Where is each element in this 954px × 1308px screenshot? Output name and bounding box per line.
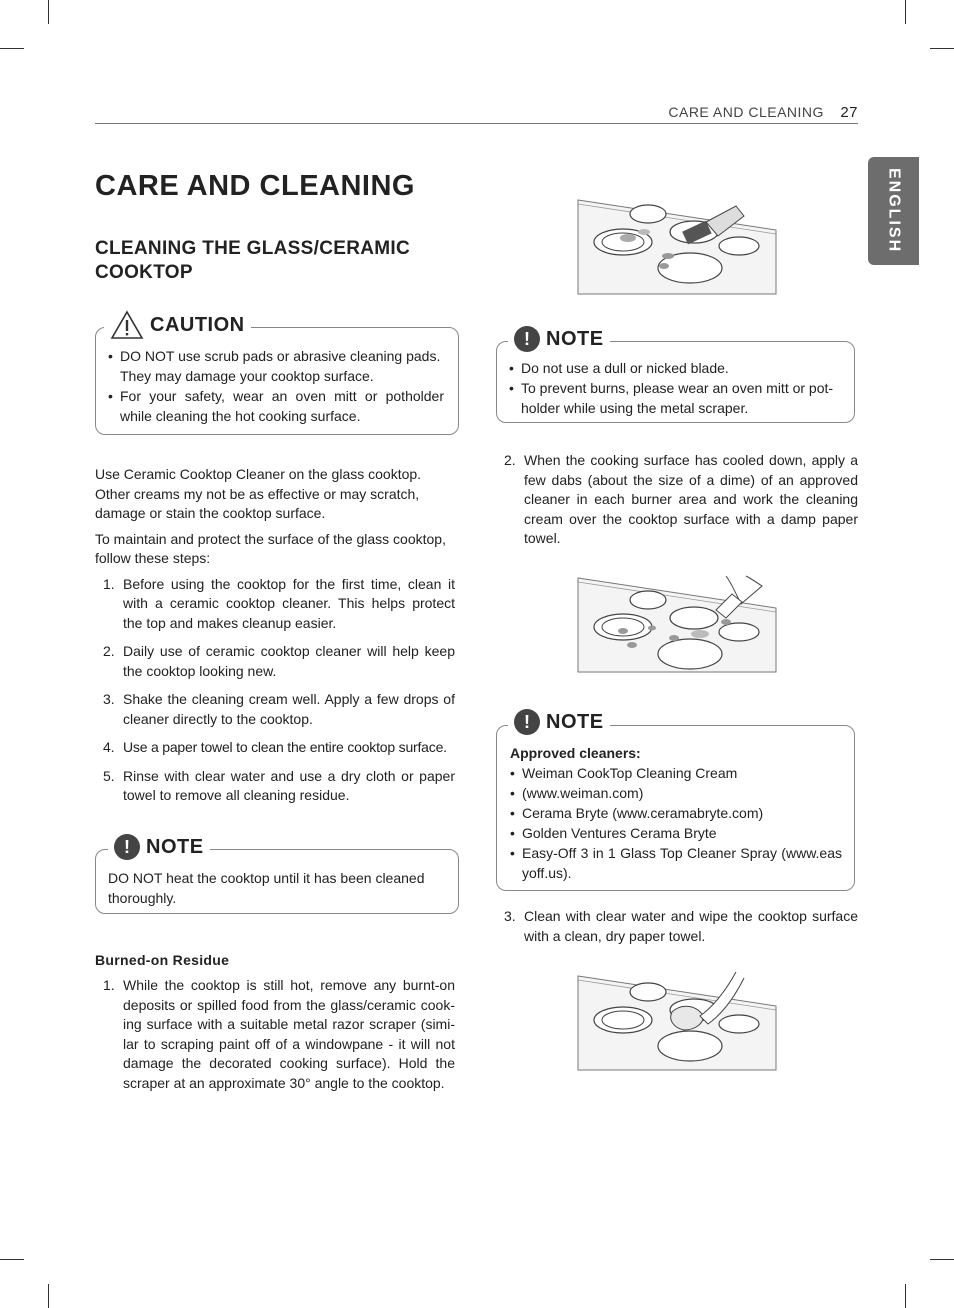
step-2-text	[496, 451, 858, 558]
step-text: Daily use of ceramic cooktop cleaner will help keep the cooktop looking new.	[123, 643, 455, 679]
step-number: 4.	[103, 739, 115, 755]
steps-list	[496, 907, 858, 946]
section-subtitle: CLEANING THE GLASS/CERAMIC COOKTOP	[95, 238, 410, 283]
list-item	[95, 738, 455, 758]
language-tab	[868, 157, 919, 265]
cooktop-wipe-illustration	[576, 970, 778, 1072]
note-label-text: NOTE	[146, 835, 204, 858]
caution-label	[104, 306, 251, 344]
step-text: While the cooktop is still hot, remove any burnt-on deposits or spilled food from the glass/ceramic cook-ing surface with a suitable metal razor scraper (simi-lar to scraping paint off of a windowpane - it will not damage the decorated cooking surface). Hold the scraper at an approximate 30° angle to the cooktop.	[123, 977, 455, 1091]
caution-label-text: CAUTION	[150, 313, 245, 336]
note-list	[510, 743, 842, 883]
burned-on-text	[95, 976, 455, 1102]
note-item: • Easy-Off 3 in 1 Glass Top Cleaner Spray (www.easyoff.us).	[510, 843, 842, 883]
step-number: 2.	[103, 643, 115, 659]
header-rule	[95, 123, 858, 124]
steps-list	[496, 451, 858, 549]
list-item	[496, 907, 858, 946]
note-item: • Golden Ventures Cerama Bryte	[510, 823, 842, 843]
approved-cleaners-heading: Approved cleaners:	[510, 745, 641, 761]
crop-mark	[48, 0, 49, 24]
exclamation-icon: !	[514, 326, 540, 352]
cooktop-cream-illustration	[576, 574, 778, 674]
language-tab-label: ENGLISH	[885, 168, 903, 254]
note-text: DO NOT heat the cooktop until it has been cleaned thoroughly.	[108, 870, 425, 906]
note-item: • Do not use a dull or nicked blade.	[509, 358, 841, 378]
running-header	[620, 104, 858, 121]
crop-mark	[0, 1259, 24, 1260]
header-section: CARE AND CLEANING	[668, 104, 824, 120]
step-number: 1.	[103, 575, 115, 592]
step-text: When the cooking surface has cooled down, apply a few dabs (about the size of a dime) of an approved cleaner in each burner area and work the cleaning cream over the cooktop surface with a damp paper towel.	[524, 452, 858, 546]
exclamation-icon: !	[514, 709, 540, 735]
note-label	[508, 705, 610, 739]
note-label	[108, 830, 210, 864]
crop-mark	[930, 1259, 954, 1260]
intro-text	[95, 465, 455, 815]
caution-item: • DO NOT use scrub pads or abrasive cleaning pads. They may damage your cooktop surface.	[108, 346, 444, 386]
note-label-text: NOTE	[546, 710, 604, 733]
crop-mark	[905, 1284, 906, 1308]
note-label-text: NOTE	[546, 327, 604, 350]
step-number: 3.	[103, 691, 115, 707]
intro-paragraph: Use Ceramic Cooktop Cleaner on the glass cooktop. Other creams my not be as effective or may scratch, damage or stain the cooktop surface.	[95, 466, 422, 521]
note-item: • Cerama Bryte (www.ceramabryte.com)	[510, 803, 842, 823]
warning-triangle-icon	[110, 310, 144, 340]
list-item	[95, 976, 455, 1093]
crop-mark	[48, 1284, 49, 1308]
list-item	[95, 642, 455, 681]
note-item: • (www.weiman.com)	[510, 783, 842, 803]
caution-item: • For your safety, wear an oven mitt or potholder while cleaning the hot cooking surface.	[108, 386, 444, 426]
exclamation-icon: !	[114, 834, 140, 860]
page-title: CARE AND CLEANING	[95, 170, 415, 202]
step-number: 3.	[504, 908, 516, 924]
list-item	[95, 767, 455, 806]
step-3-text	[496, 907, 858, 955]
step-text: Before using the cooktop for the first time, clean it with a ceramic cooktop cleaner. This helps protect the top and makes cleanup easier.	[123, 575, 455, 631]
step-text: Shake the cleaning cream well. Apply a few drops of cleaner directly to the cooktop.	[123, 691, 455, 727]
crop-mark	[930, 48, 954, 49]
steps-list	[95, 575, 455, 806]
step-number: 5.	[103, 767, 115, 784]
note-item: • Weiman CookTop Cleaning Cream	[510, 763, 842, 783]
list-item	[95, 690, 455, 729]
crop-mark	[905, 0, 906, 24]
step-number: 2.	[504, 452, 516, 468]
note-box	[496, 725, 855, 891]
step-text: Use a paper towel to clean the entire cooktop surface.	[123, 739, 447, 755]
list-item	[496, 451, 858, 549]
step-number: 1.	[103, 977, 115, 993]
caution-list	[108, 346, 444, 426]
burned-on-heading: Burned-on Residue	[95, 952, 230, 968]
steps-list	[95, 976, 455, 1093]
note-item: • To prevent burns, please wear an oven mitt or pot-holder while using the metal scraper.	[509, 378, 841, 418]
step-text: Rinse with clear water and use a dry cloth or paper towel to remove all cleaning residue.	[123, 767, 455, 803]
page-number: 27	[840, 104, 858, 121]
step-text: Clean with clear water and wipe the cooktop surface with a clean, dry paper towel.	[524, 908, 858, 944]
note-label	[508, 322, 610, 356]
crop-mark	[0, 48, 24, 49]
note-list	[509, 358, 841, 418]
list-item	[95, 575, 455, 634]
cooktop-scraper-illustration	[576, 196, 778, 296]
intro-paragraph: To maintain and protect the surface of the glass cooktop, follow these steps:	[95, 530, 446, 566]
